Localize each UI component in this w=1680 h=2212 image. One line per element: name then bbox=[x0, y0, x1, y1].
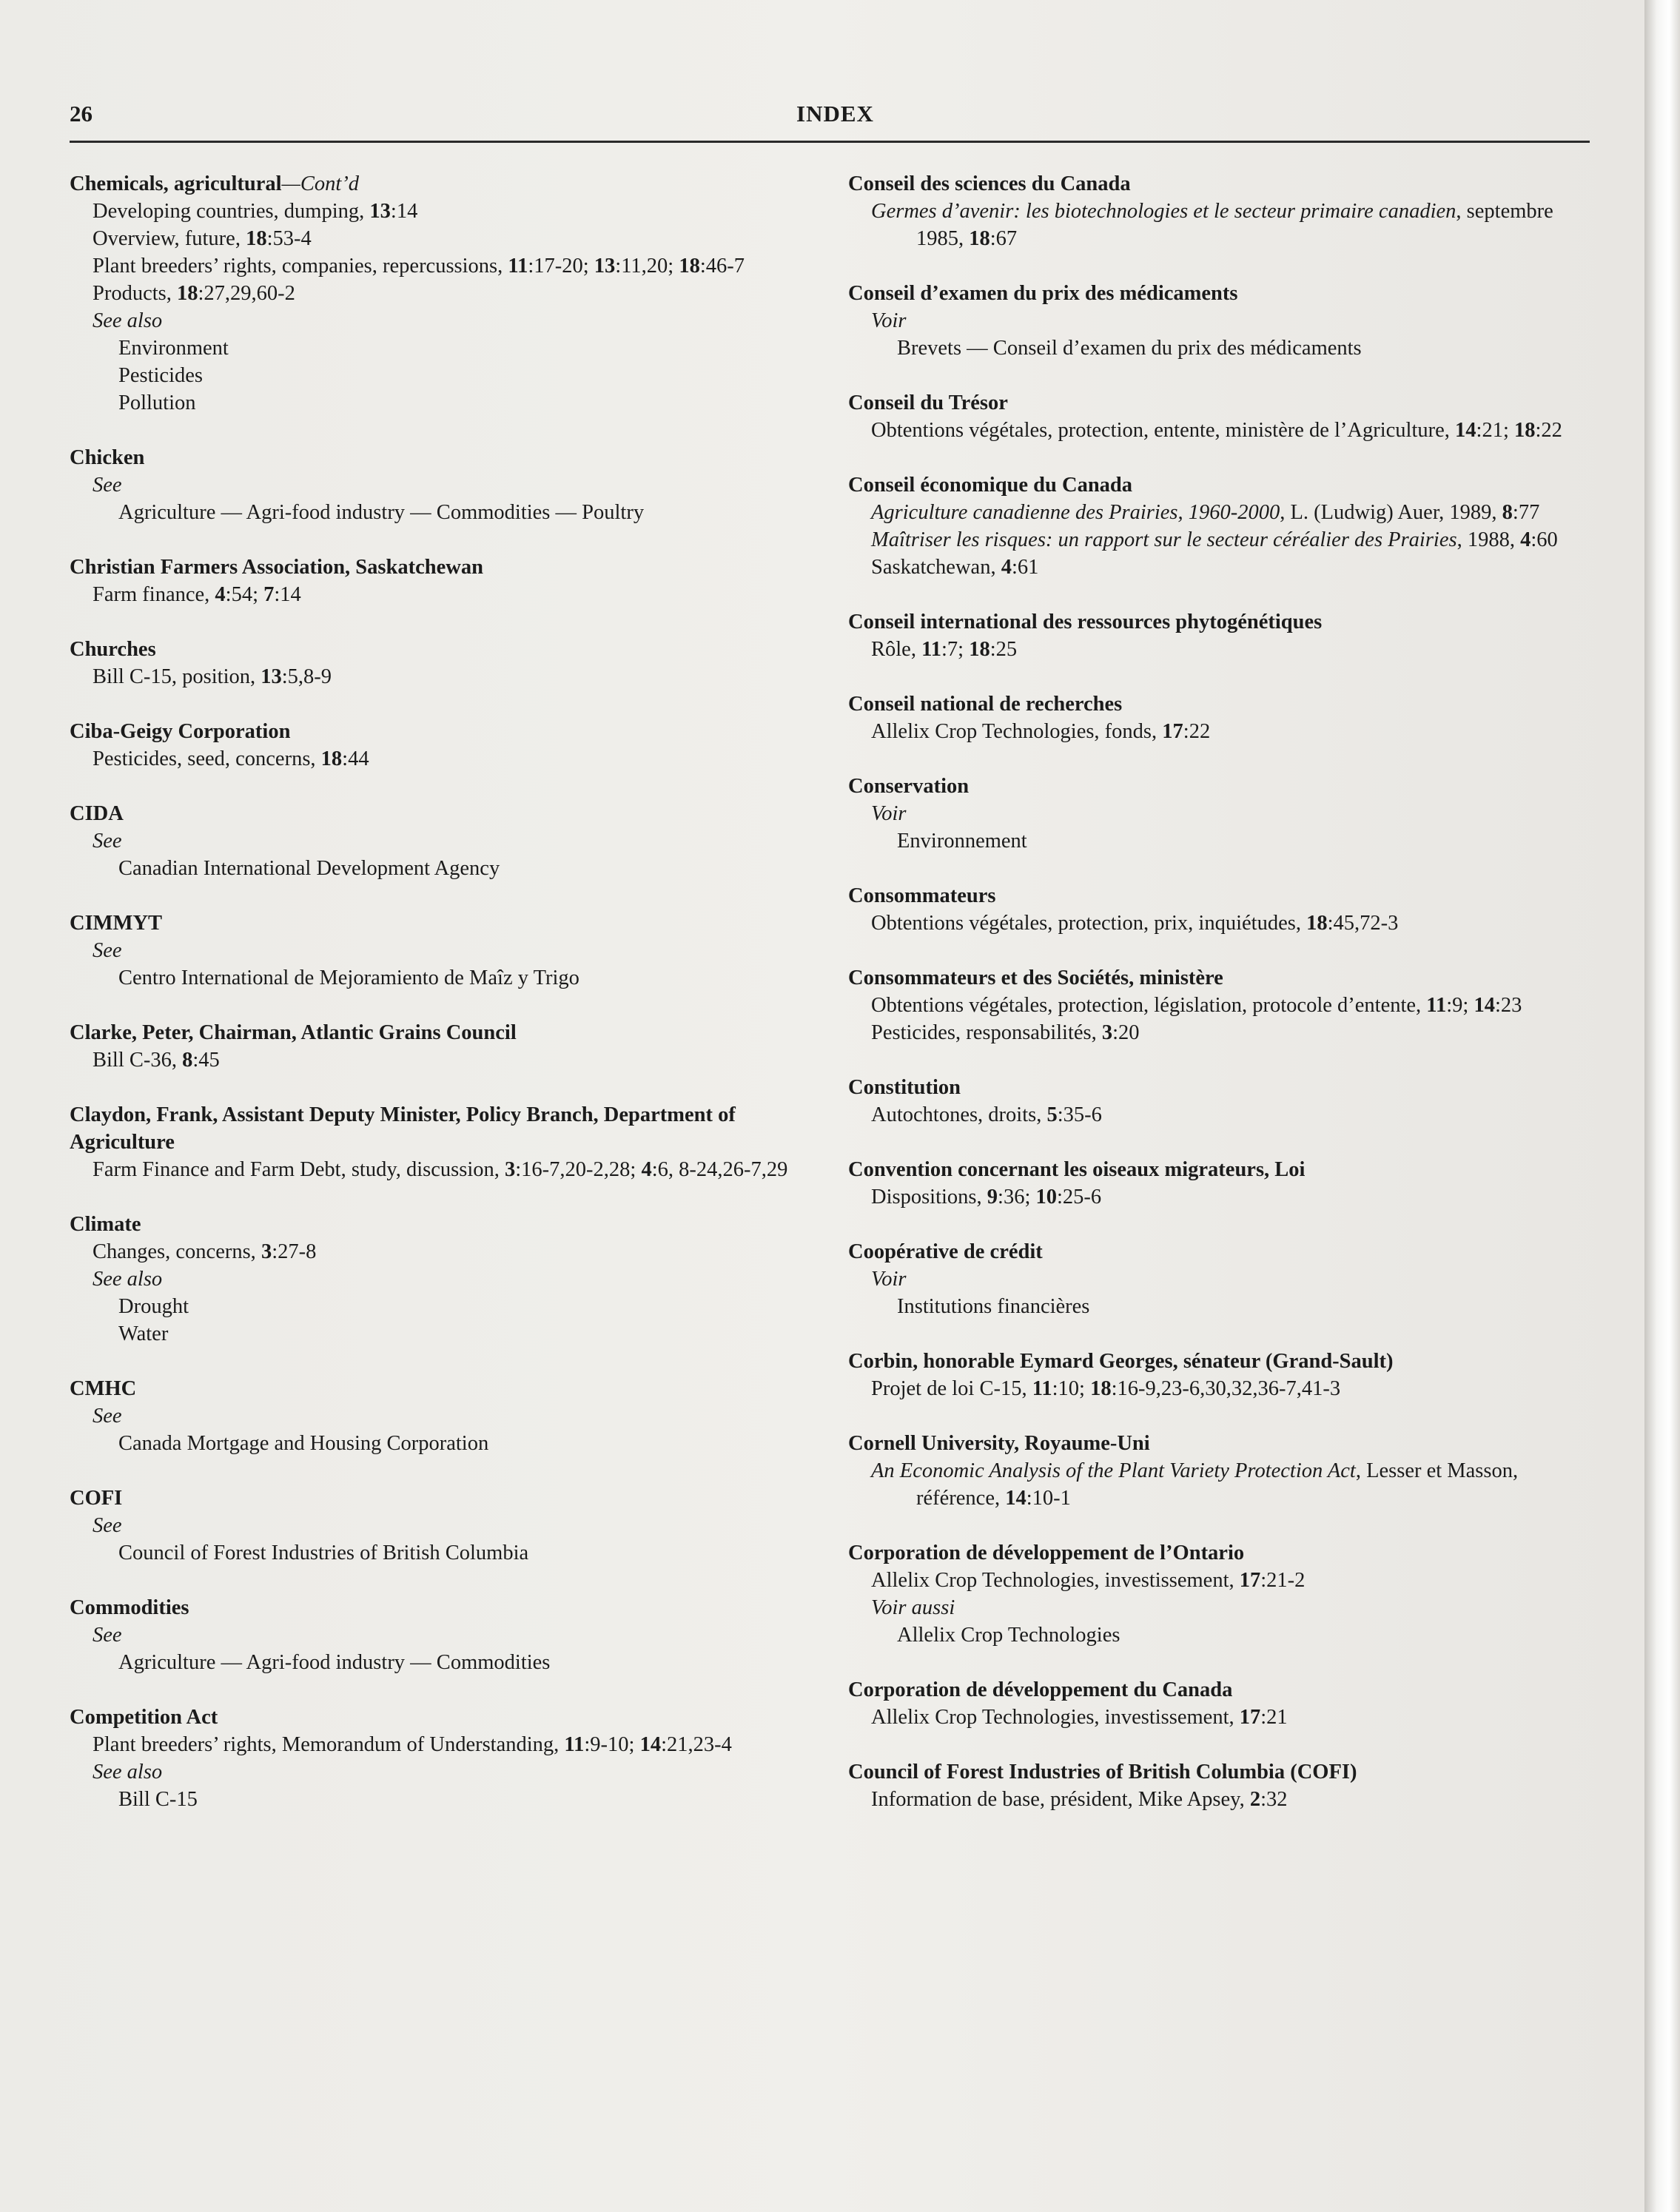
cross-reference-label: Voir bbox=[871, 309, 907, 332]
index-entry-heading: Corporation de développement du Canada bbox=[848, 1678, 1233, 1701]
index-entry-heading: Conseil d’examen du prix des médicaments bbox=[848, 282, 1238, 305]
cross-reference-target: Bill C-15 bbox=[118, 1788, 198, 1811]
index-subentry: Obtentions végétales, protection, prix, inquiétudes, 18:45,72-3 bbox=[871, 912, 1399, 935]
index-entry bbox=[848, 471, 1588, 581]
cross-reference-target: Canadian International Development Agency bbox=[118, 857, 500, 880]
index-entry bbox=[70, 554, 824, 608]
cross-reference-target: Environnement bbox=[897, 830, 1027, 853]
index-entry-heading: Competition Act bbox=[70, 1706, 218, 1729]
index-entry-heading: Conseil international des ressources phytogénétiques bbox=[848, 611, 1323, 633]
index-entry-heading: Chicken bbox=[70, 446, 145, 469]
index-entry-heading: COFI bbox=[70, 1487, 123, 1510]
index-entry bbox=[70, 170, 824, 417]
index-entry-heading: Conseil économique du Canada bbox=[848, 474, 1133, 497]
index-subentry: Obtentions végétales, protection, législation, protocole d’entente, 11:9; 14:23 bbox=[871, 994, 1522, 1017]
index-entry bbox=[848, 1348, 1588, 1402]
index-subentry: Overview, future, 18:53-4 bbox=[93, 227, 312, 250]
cross-reference-target: Pollution bbox=[118, 391, 196, 414]
index-entry-heading: Conseil national de recherches bbox=[848, 693, 1123, 716]
index-subentry: Products, 18:27,29,60-2 bbox=[93, 282, 295, 305]
cross-reference-label: See bbox=[93, 830, 122, 853]
cross-reference-target: Pesticides bbox=[118, 364, 203, 387]
index-entry bbox=[848, 690, 1588, 745]
cross-reference-target: Brevets — Conseil d’examen du prix des médicaments bbox=[897, 337, 1362, 360]
index-entry bbox=[848, 1539, 1588, 1649]
index-entry bbox=[848, 1156, 1588, 1211]
cross-reference-label: See bbox=[93, 1624, 122, 1647]
cross-reference-target: Agriculture — Agri-food industry — Commodities — Poultry bbox=[118, 501, 645, 524]
index-subentry: Information de base, président, Mike Apsey, 2:32 bbox=[871, 1788, 1288, 1811]
cross-reference-target: Canada Mortgage and Housing Corporation bbox=[118, 1432, 489, 1455]
index-subentry: Allelix Crop Technologies, fonds, 17:22 bbox=[871, 720, 1211, 743]
index-entry-heading: Conseil du Trésor bbox=[848, 391, 1008, 414]
cross-reference-label: See bbox=[93, 1514, 122, 1537]
index-entry bbox=[848, 608, 1588, 663]
index-subentry: Germes d’avenir: les biotechnologies et le secteur primaire canadien, septembre 1985, 18:67 bbox=[871, 200, 1553, 250]
cross-reference-label: Voir aussi bbox=[871, 1596, 955, 1619]
index-entry-heading: Climate bbox=[70, 1213, 141, 1236]
index-entry bbox=[70, 1375, 824, 1457]
index-entry bbox=[70, 1485, 824, 1567]
header-rule bbox=[70, 141, 1590, 143]
index-entry-heading: Clarke, Peter, Chairman, Atlantic Grains Council bbox=[70, 1021, 517, 1044]
running-head: INDEX bbox=[796, 101, 874, 127]
index-subentry: Bill C-36, 8:45 bbox=[93, 1049, 220, 1072]
index-entry bbox=[848, 1758, 1588, 1813]
index-entry bbox=[70, 1019, 824, 1074]
cross-reference-label: See bbox=[93, 939, 122, 962]
index-entry bbox=[70, 1211, 824, 1348]
index-subentry: Plant breeders’ rights, Memorandum of Understanding, 11:9-10; 14:21,23-4 bbox=[93, 1733, 732, 1756]
index-entry bbox=[70, 800, 824, 882]
index-subentry: Plant breeders’ rights, companies, repercussions, 11:17-20; 13:11,20; 18:46-7 bbox=[93, 255, 745, 278]
index-entry-heading: Chemicals, agricultural—Cont’d bbox=[70, 172, 360, 195]
cross-reference-target: Institutions financières bbox=[897, 1295, 1090, 1318]
index-entry bbox=[848, 389, 1588, 444]
cross-reference-target: Agriculture — Agri-food industry — Commodities bbox=[118, 1651, 551, 1674]
cross-reference-target: Centro International de Mejoramiento de Maîz y Trigo bbox=[118, 967, 579, 989]
index-entry bbox=[70, 1101, 824, 1183]
index-entry bbox=[848, 1676, 1588, 1731]
index-entry bbox=[70, 718, 824, 773]
index-entry-heading: Commodities bbox=[70, 1596, 189, 1619]
index-entry-heading: Churches bbox=[70, 638, 156, 661]
index-entry-heading: Ciba-Geigy Corporation bbox=[70, 720, 291, 743]
index-entry-heading: Conservation bbox=[848, 775, 970, 798]
index-entry bbox=[70, 910, 824, 992]
index-subentry: Farm Finance and Farm Debt, study, discussion, 3:16-7,20-2,28; 4:6, 8-24,26-7,29 bbox=[93, 1158, 788, 1181]
index-entry-heading: Corporation de développement de l’Ontario bbox=[848, 1542, 1245, 1564]
index-entry-heading: Claydon, Frank, Assistant Deputy Minister, Policy Branch, Department of Agriculture bbox=[70, 1103, 736, 1154]
index-entry-heading: Constitution bbox=[848, 1076, 961, 1099]
book-spine-edge bbox=[1644, 0, 1680, 2212]
index-subentry: Dispositions, 9:36; 10:25-6 bbox=[871, 1186, 1102, 1208]
index-subentry: Bill C-15, position, 13:5,8-9 bbox=[93, 665, 332, 688]
index-subentry: An Economic Analysis of the Plant Variety Protection Act, Lesser et Masson, référence, 14:10-1 bbox=[871, 1459, 1519, 1510]
index-entry bbox=[848, 1238, 1588, 1320]
index-subentry: Obtentions végétales, protection, entente, ministère de l’Agriculture, 14:21; 18:22 bbox=[871, 419, 1562, 442]
index-entry bbox=[848, 170, 1588, 252]
index-entry bbox=[848, 1074, 1588, 1129]
cross-reference-target: Allelix Crop Technologies bbox=[897, 1624, 1120, 1647]
index-column-right bbox=[848, 170, 1588, 1840]
index-entry bbox=[848, 773, 1588, 855]
cross-reference-target: Council of Forest Industries of British Columbia bbox=[118, 1542, 529, 1564]
cross-reference-target: Water bbox=[118, 1322, 169, 1345]
cross-reference-label: See bbox=[93, 474, 122, 497]
index-entry bbox=[70, 444, 824, 526]
index-entry-heading: Council of Forest Industries of British Columbia (COFI) bbox=[848, 1761, 1357, 1784]
index-entry bbox=[70, 636, 824, 690]
cross-reference-label: Voir bbox=[871, 1268, 907, 1291]
index-entry-heading: Consommateurs bbox=[848, 884, 996, 907]
index-subentry: Maîtriser les risques: un rapport sur le secteur céréalier des Prairies, 1988, 4:60 bbox=[871, 528, 1558, 551]
index-subentry: Allelix Crop Technologies, investissement, 17:21-2 bbox=[871, 1569, 1306, 1592]
index-subentry: Allelix Crop Technologies, investissement, 17:21 bbox=[871, 1706, 1288, 1729]
index-subentry: Pesticides, seed, concerns, 18:44 bbox=[93, 747, 369, 770]
index-entry-heading: Convention concernant les oiseaux migrateurs, Loi bbox=[848, 1158, 1306, 1181]
cross-reference-label: Voir bbox=[871, 802, 907, 825]
index-entry-heading: Conseil des sciences du Canada bbox=[848, 172, 1131, 195]
index-entry-heading: Christian Farmers Association, Saskatchewan bbox=[70, 556, 483, 579]
cross-reference-label: See also bbox=[93, 1761, 163, 1784]
index-entry-heading: Cornell University, Royaume-Uni bbox=[848, 1432, 1150, 1455]
cross-reference-target: Drought bbox=[118, 1295, 189, 1318]
index-entry-heading: Corbin, honorable Eymard Georges, sénateur (Grand-Sault) bbox=[848, 1350, 1394, 1373]
index-subentry: Developing countries, dumping, 13:14 bbox=[93, 200, 418, 223]
index-entry bbox=[70, 1704, 824, 1813]
index-subentry: Projet de loi C-15, 11:10; 18:16-9,23-6,30,32,36-7,41-3 bbox=[871, 1377, 1341, 1400]
index-subentry: Autochtones, droits, 5:35-6 bbox=[871, 1103, 1102, 1126]
index-subentry: Agriculture canadienne des Prairies, 1960-2000, L. (Ludwig) Auer, 1989, 8:77 bbox=[871, 501, 1540, 524]
index-entry-heading: CIMMYT bbox=[70, 912, 163, 935]
index-subentry: Changes, concerns, 3:27-8 bbox=[93, 1240, 317, 1263]
index-column-left bbox=[70, 170, 824, 1840]
cross-reference-target: Environment bbox=[118, 337, 229, 360]
cross-reference-label: See also bbox=[93, 309, 163, 332]
index-entry bbox=[848, 964, 1588, 1046]
page-number: 26 bbox=[70, 101, 93, 127]
index-entry-heading: Coopérative de crédit bbox=[848, 1240, 1043, 1263]
index-entry-heading: CMHC bbox=[70, 1377, 137, 1400]
cross-reference-label: See also bbox=[93, 1268, 163, 1291]
index-entry bbox=[70, 1594, 824, 1676]
index-entry-heading: Consommateurs et des Sociétés, ministère bbox=[848, 967, 1223, 989]
index-entry bbox=[848, 882, 1588, 937]
index-entry bbox=[848, 280, 1588, 362]
index-entry-heading: CIDA bbox=[70, 802, 124, 825]
index-subentry: Farm finance, 4:54; 7:14 bbox=[93, 583, 301, 606]
index-subentry: Pesticides, responsabilités, 3:20 bbox=[871, 1021, 1140, 1044]
index-subentry: Saskatchewan, 4:61 bbox=[871, 556, 1039, 579]
index-entry bbox=[848, 1430, 1588, 1512]
cross-reference-label: See bbox=[93, 1405, 122, 1428]
index-subentry: Rôle, 11:7; 18:25 bbox=[871, 638, 1018, 661]
